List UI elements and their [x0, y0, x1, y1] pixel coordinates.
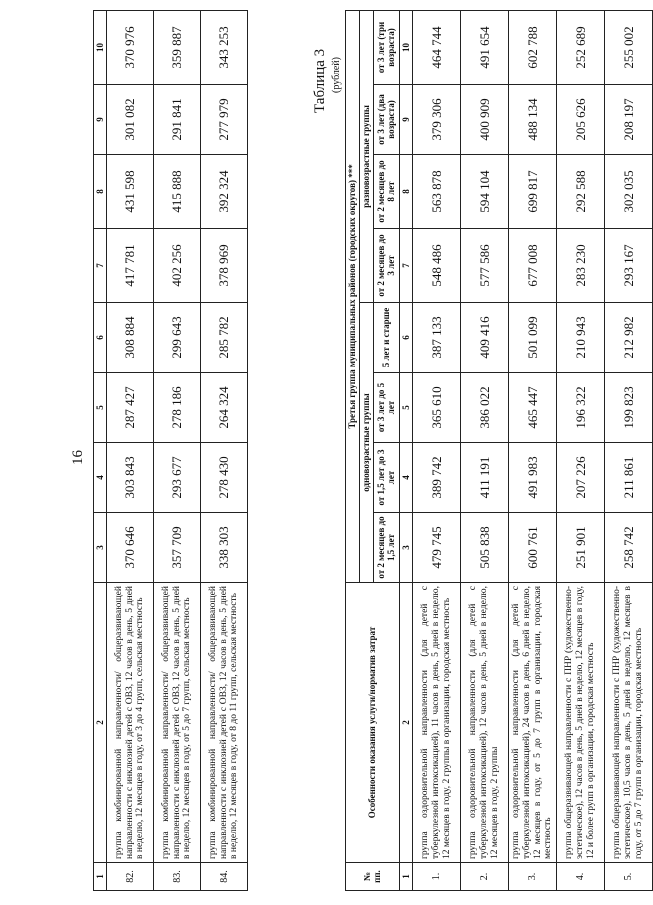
cell-value: 491 983 [509, 443, 557, 513]
row-description: группа оздоровительной направленности (для детей с туберкулезной интоксикацией), 24 часов в день, 6 дней в неделю, 12 месяцев в году, от 5 до 7 групп в организации, городская местность [509, 583, 557, 863]
cell-value: 379 306 [413, 85, 461, 155]
column-number: 7 [400, 229, 413, 303]
age-header: от 2 месяцев до 8 лет [374, 155, 400, 229]
column-number: 8 [400, 155, 413, 229]
row-number: 5. [605, 863, 653, 891]
table-row [557, 10, 605, 890]
cell-value: 357 709 [154, 513, 201, 583]
desc-column-header: Особенности оказания услуги/норматив затрат [346, 583, 400, 863]
column-number: 5 [94, 373, 107, 443]
age-header: от 2 месяцев до 3 лет [374, 229, 400, 303]
column-number: 6 [94, 303, 107, 373]
cell-value: 199 823 [605, 373, 653, 443]
row-description: группа комбинированной направленности/ общеразвивающей направленности с инклюзией детей с ОВЗ, 12 часов в день, 5 дней в неделю, 12 месяцев в году, от 8 до 11 групп, сельская местность [201, 583, 248, 863]
cell-value: 205 626 [557, 85, 605, 155]
cell-value: 255 002 [605, 10, 653, 84]
column-number: 10 [94, 11, 107, 85]
cell-value: 548 486 [413, 229, 461, 303]
cell-value: 210 943 [557, 303, 605, 373]
column-number: 9 [400, 85, 413, 155]
cell-value: 577 586 [461, 229, 509, 303]
column-number: 3 [94, 513, 107, 583]
cell-value: 392 324 [201, 155, 248, 229]
column-number: 2 [94, 583, 107, 863]
cell-value: 378 969 [201, 229, 248, 303]
column-number-row [400, 10, 413, 890]
row-description: группа комбинированной направленности/ общеразвивающей направленности с инклюзией детей с ОВЗ, 12 часов в день, 5 дней в неделю, 12 месяцев в году, от 3 до 4 групп, сельская местность [107, 583, 154, 863]
table-row [413, 10, 461, 890]
cell-value: 415 888 [154, 155, 201, 229]
column-number: 8 [94, 155, 107, 229]
column-number: 4 [94, 443, 107, 513]
row-number: 4. [557, 863, 605, 891]
column-number: 6 [400, 303, 413, 373]
cell-value: 600 761 [509, 513, 557, 583]
cell-value: 594 104 [461, 155, 509, 229]
cell-value: 338 303 [201, 513, 248, 583]
unit-label: (рублей) [331, 56, 342, 93]
row-number: 2. [461, 863, 509, 891]
column-number: 1 [94, 863, 107, 891]
cell-value: 359 887 [154, 11, 201, 85]
cell-value: 252 689 [557, 10, 605, 84]
row-description: группа оздоровительной направленности (для детей с туберкулезной интоксикацией), 12 часов в день, 5 дней в неделю, 12 месяцев в году, 2 группы [461, 583, 509, 863]
age-header: от 3 лет (два возраста) [374, 85, 400, 155]
table-row [154, 11, 201, 891]
cell-value: 278 186 [154, 373, 201, 443]
cell-value: 464 744 [413, 10, 461, 84]
age-header: от 1,5 лет до 3 лет [374, 443, 400, 513]
cell-value: 264 324 [201, 373, 248, 443]
column-number: 10 [400, 10, 413, 84]
row-number: 82. [107, 863, 154, 891]
table-row [201, 11, 248, 891]
single-age-header: одновозрастные группы [360, 303, 374, 583]
cell-value: 602 788 [509, 10, 557, 84]
cell-value: 212 982 [605, 303, 653, 373]
cell-value: 501 099 [509, 303, 557, 373]
row-description: группа общеразвивающей направленности с ПНР (художественно-эстетическое), 10,5 часов в день, 5 дней в неделю, 12 месяцев в году, от 5 до 7 групп в организации, городская местность [605, 583, 653, 863]
cell-value: 287 427 [107, 373, 154, 443]
cell-value: 365 610 [413, 373, 461, 443]
cell-value: 389 742 [413, 443, 461, 513]
table-title: Таблица 3 [312, 48, 328, 113]
cell-value: 491 654 [461, 10, 509, 84]
cell-value: 465 447 [509, 373, 557, 443]
row-number: 83. [154, 863, 201, 891]
cell-value: 411 191 [461, 443, 509, 513]
cell-value: 386 022 [461, 373, 509, 443]
cell-value: 400 909 [461, 85, 509, 155]
cell-value: 402 256 [154, 229, 201, 303]
cell-value: 563 878 [413, 155, 461, 229]
cell-value: 207 226 [557, 443, 605, 513]
column-number: 1 [400, 863, 413, 891]
cell-value: 293 677 [154, 443, 201, 513]
cell-value: 677 008 [509, 229, 557, 303]
table-row [509, 10, 557, 890]
row-number: 3. [509, 863, 557, 891]
cell-value: 370 976 [107, 11, 154, 85]
cell-value: 409 416 [461, 303, 509, 373]
cell-value: 301 082 [107, 85, 154, 155]
group-header: Третья группа муниципальных районов (городских округов) *** [346, 10, 360, 582]
table-row [461, 10, 509, 890]
page-number: 16 [70, 450, 86, 465]
table-row [605, 10, 653, 890]
continuation-table [93, 10, 248, 891]
column-number: 9 [94, 85, 107, 155]
cell-value: 208 197 [605, 85, 653, 155]
multi-age-header: разновозрастные группы [360, 10, 374, 302]
table-row [107, 11, 154, 891]
header-row-group [346, 10, 360, 890]
row-description: группа общеразвивающей направленности с ПНР (художественно-эстетическое), 12 часов в день, 5 дней в неделю, 12 месяцев в году, 12 и более групп в организации, городская местность [557, 583, 605, 863]
cell-value: 283 230 [557, 229, 605, 303]
age-header: от 3 лет (три возраста) [374, 10, 400, 84]
column-number-row [94, 11, 107, 891]
cell-value: 293 167 [605, 229, 653, 303]
cell-value: 251 901 [557, 513, 605, 583]
cell-value: 302 035 [605, 155, 653, 229]
cell-value: 258 742 [605, 513, 653, 583]
row-description: группа комбинированной направленности/ общеразвивающей направленности с инклюзией детей с ОВЗ, 12 часов в день, 5 дней в неделю, 12 месяцев в году, от 5 до 7 групп, сельская местность [154, 583, 201, 863]
column-number: 5 [400, 373, 413, 443]
cell-value: 431 598 [107, 155, 154, 229]
cell-value: 699 817 [509, 155, 557, 229]
cell-value: 211 861 [605, 443, 653, 513]
column-number: 2 [400, 583, 413, 863]
cell-value: 303 843 [107, 443, 154, 513]
age-header: от 3 лет до 5 лет [374, 373, 400, 443]
row-number: 84. [201, 863, 248, 891]
column-number: 3 [400, 513, 413, 583]
cell-value: 479 745 [413, 513, 461, 583]
table-3 [345, 10, 653, 891]
age-header: 5 лет и старше [374, 303, 400, 373]
cell-value: 196 322 [557, 373, 605, 443]
cell-value: 505 838 [461, 513, 509, 583]
cell-value: 277 979 [201, 85, 248, 155]
row-description: группа оздоровительной направленности (для детей с туберкулезной интоксикацией), 11 часов в день, 5 дней в неделю, 12 месяцев в году, 2 группы в организации, городская местность [413, 583, 461, 863]
cell-value: 343 253 [201, 11, 248, 85]
cell-value: 417 781 [107, 229, 154, 303]
column-number: 4 [400, 443, 413, 513]
column-number: 7 [94, 229, 107, 303]
age-header: от 2 месяцев до 1,5 лет [374, 513, 400, 583]
cell-value: 292 588 [557, 155, 605, 229]
row-number: 1. [413, 863, 461, 891]
cell-value: 291 841 [154, 85, 201, 155]
cell-value: 488 134 [509, 85, 557, 155]
cell-value: 278 430 [201, 443, 248, 513]
cell-value: 308 884 [107, 303, 154, 373]
cell-value: 387 133 [413, 303, 461, 373]
cell-value: 285 782 [201, 303, 248, 373]
cell-value: 299 643 [154, 303, 201, 373]
cell-value: 370 646 [107, 513, 154, 583]
num-column-header: № пп. [346, 863, 400, 891]
